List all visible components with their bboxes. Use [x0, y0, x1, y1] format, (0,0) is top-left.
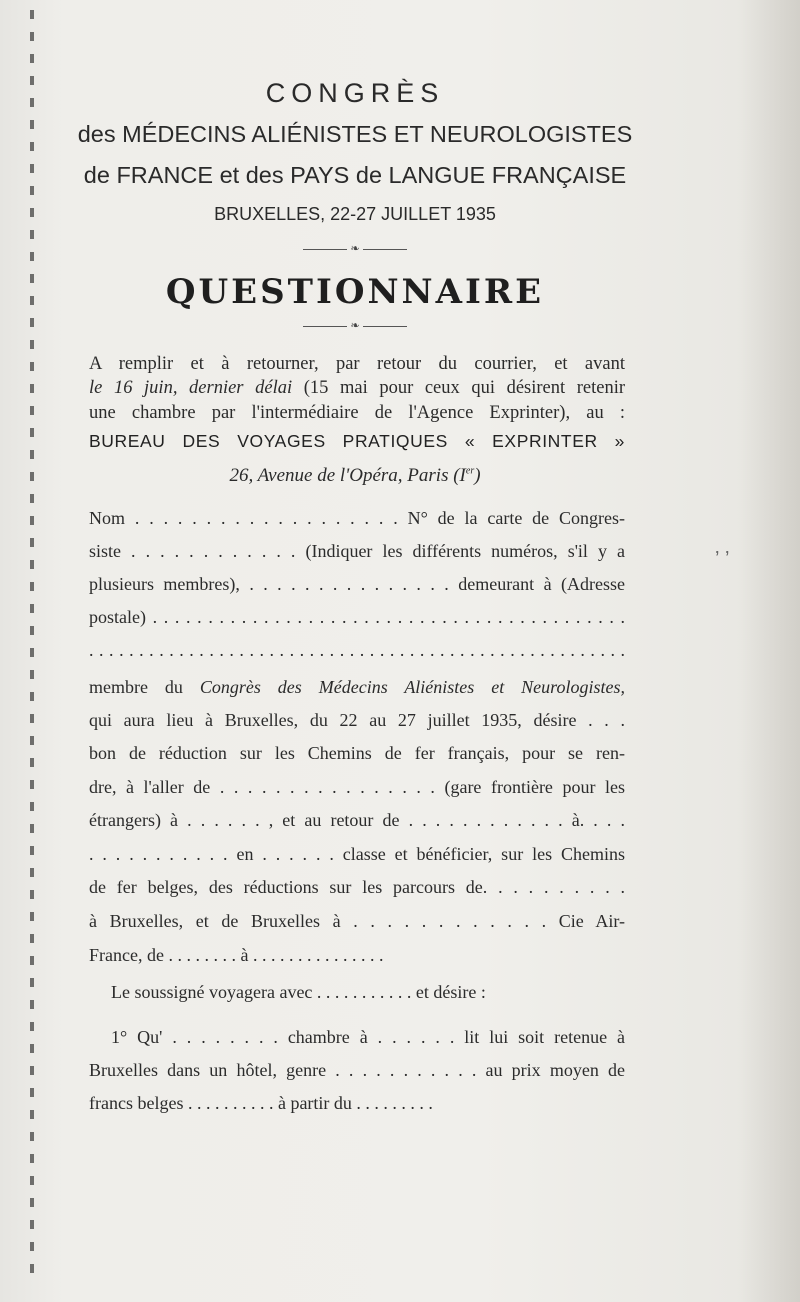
address-close: ): [474, 465, 481, 486]
form-line-members: plusieurs membres), . . . . . . . . . . . . . . . demeurant à (Adresse: [89, 574, 625, 594]
congress-subtitle-2: de FRANCE et des PAYS de LANGUE FRANÇAISE: [83, 162, 627, 188]
form-line-hotel: Bruxelles dans un hôtel, genre . . . . . . . . . . . au prix moyen de: [89, 1060, 625, 1080]
intro-line-3: une chambre par l'intermédiaire de l'Agence Exprinter), au :: [89, 403, 625, 423]
form-line-dates: qui aura lieu à Bruxelles, du 22 au 27 juillet 1935, désire . . .: [89, 710, 625, 730]
form-line-travel: Le soussigné voyagera avec . . . . . . . . . . . et désire :: [111, 982, 486, 1002]
form-line-airfrance: France, de . . . . . . . . à . . . . . . . . . . . . . . .: [89, 945, 384, 965]
form-line-address: postale) . . . . . . . . . . . . . . . . . . . . . . . . . . . . . . . . . . . . . . . . . . .: [89, 607, 625, 627]
form-line-numbers: siste . . . . . . . . . . . . (Indiquer les différents numéros, s'il y a: [89, 541, 625, 561]
margin-mark: ‚ ‚: [715, 536, 730, 558]
intro-line-1: A remplir et à retourner, par retour du courrier, et avant: [89, 354, 625, 374]
form-line-return: étrangers) à . . . . . . , et au retour de . . . . . . . . . . . . à. . . .: [89, 810, 625, 830]
form-line-departure: dre, à l'aller de . . . . . . . . . . . . . . . . (gare frontière pour les: [89, 777, 625, 797]
member-label: membre du: [89, 677, 183, 697]
ornament-divider-bottom: ❧: [0, 321, 710, 332]
ornament-divider-top: ❧: [0, 244, 710, 255]
address-text: 26, Avenue de l'Opéra, Paris (I: [229, 465, 466, 486]
page-shadow: [740, 0, 800, 1302]
congress-title: CONGRÈS: [265, 78, 445, 108]
form-line-brussels: à Bruxelles, et de Bruxelles à . . . . . . . . . . . . Cie Air-: [89, 911, 625, 931]
form-line-belgian: de fer belges, des réductions sur les parcours de. . . . . . . . . .: [89, 877, 625, 897]
bureau-name: BUREAU DES VOYAGES PRATIQUES « EXPRINTER »: [89, 431, 625, 451]
form-line-start-date: francs belges . . . . . . . . . . à partir du . . . . . . . . .: [89, 1093, 433, 1113]
intro-line-2: [89, 378, 625, 399]
congress-subtitle-1: des MÉDECINS ALIÉNISTES ET NEUROLOGISTES: [77, 121, 633, 147]
form-line-name: Nom . . . . . . . . . . . . . . . . . . . N° de la carte de Congres-: [89, 508, 625, 528]
form-line-blank: . . . . . . . . . . . . . . . . . . . . . . . . . . . . . . . . . . . . . . . . . . . . . . . . . . . . . .: [89, 640, 625, 660]
deadline-text: le 16 juin, dernier délai: [89, 378, 293, 398]
address-superscript: er: [465, 465, 475, 477]
form-line-room: 1° Qu' . . . . . . . . chambre à . . . . . . lit lui soit retenue à: [111, 1027, 625, 1047]
form-line-railway: bon de réduction sur les Chemins de fer français, pour se ren-: [89, 743, 625, 763]
congress-name-italic: Congrès des Médecins Aliénistes et Neurologistes,: [199, 677, 625, 697]
questionnaire-title: QUESTIONNAIRE: [165, 272, 545, 312]
form-line-class: . . . . . . . . . . . en . . . . . . classe et bénéficier, sur les Chemins: [89, 844, 625, 864]
deadline-note: (15 mai pour ceux qui désirent retenir: [303, 378, 626, 398]
congress-place-date: BRUXELLES, 22-27 JUILLET 1935: [214, 204, 496, 224]
bureau-address: [0, 465, 710, 487]
form-line-member: [89, 677, 625, 698]
perforated-edge: [30, 10, 34, 1285]
